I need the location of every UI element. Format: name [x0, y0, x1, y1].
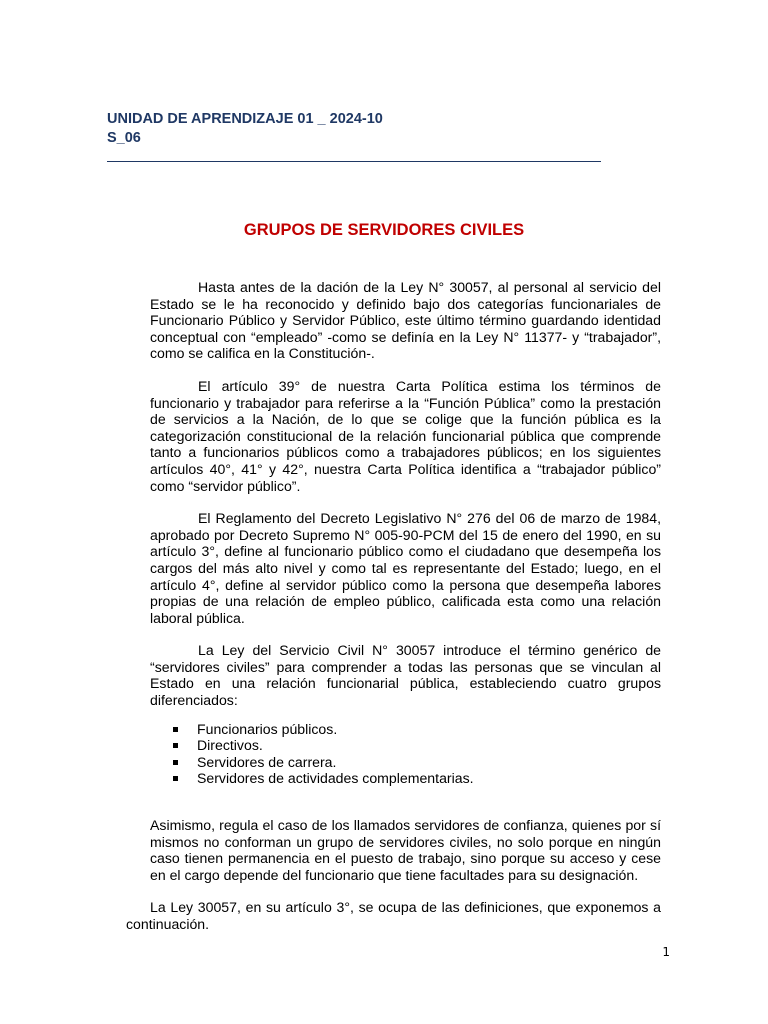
square-bullet-icon: [173, 727, 178, 732]
list-item: [150, 721, 661, 738]
list-item-text: Servidores de carrera.: [197, 753, 337, 770]
document-body: [126, 279, 661, 949]
list-item: [150, 770, 661, 787]
list-item-text: Servidores de actividades complementarias.: [197, 770, 474, 787]
paragraph-4: La Ley del Servicio Civil N° 30057 introduce el término genérico de “servidores civiles” para comprender a todas las personas que se vinculan al Estado en una relación funcionarial pública, estableciendo cuatro grupos diferenciados:: [150, 642, 661, 709]
page-number: 1: [662, 945, 670, 959]
header-divider: [107, 161, 601, 162]
header-unit-title: UNIDAD DE APRENDIZAJE 01 _ 2024-10: [107, 111, 383, 127]
document-title: GRUPOS DE SERVIDORES CIVILES: [243, 221, 525, 239]
square-bullet-icon: [173, 776, 178, 781]
paragraph-3: El Reglamento del Decreto Legislativo N° 276 del 06 de marzo de 1984, aprobado por Decreto Supremo N° 005-90-PCM del 15 de enero del 1990, en su artículo 3°, define al funcionario público como el ciudadano que desempeña los cargos del más alto nivel y como tal es representante del Estado; luego, en el artículo 4°, define al servidor público como la persona que desempeña labores propias de una relación de empleo público, calificada esta como una relación laboral pública.: [150, 510, 661, 626]
paragraph-2: El artículo 39° de nuestra Carta Política estima los términos de funcionario y trabajador para referirse a la “Función Pública” como la prestación de servicios a la Nación, de lo que se colige que la función pública es la categorización constitucional de la relación funcionarial pública que comprende tanto a funcionarios públicos como a trabajadores públicos; en los siguientes artículos 40°, 41° y 42°, nuestra Carta Política identifica a “trabajador público” como “servidor público”.: [150, 377, 661, 494]
list-item: [150, 737, 661, 754]
document-header: [107, 110, 607, 148]
list-item: [150, 754, 661, 771]
list-item-text: Funcionarios públicos.: [197, 720, 338, 737]
servant-groups-list: [150, 721, 661, 787]
square-bullet-icon: [173, 743, 178, 748]
square-bullet-icon: [173, 760, 178, 765]
header-session: S_06: [107, 130, 141, 146]
paragraph-1: Hasta antes de la dación de la Ley N° 30057, al personal al servicio del Estado se le ha reconocido y definido bajo dos categorías funcionariales de Funcionario Público y Servidor Público, este último término guardando identidad conceptual con “empleado” -como se definía en la Ley N° 11377- y “trabajador”, como se califica en la Constitución-.: [150, 279, 661, 362]
list-item-text: Directivos.: [197, 737, 263, 754]
paragraph-6: La Ley 30057, en su artículo 3°, se ocupa de las definiciones, que exponemos a continuación.: [126, 899, 661, 932]
paragraph-5: Asimismo, regula el caso de los llamados servidores de confianza, quienes por sí mismos no conforman un grupo de servidores civiles, no solo porque en ningún caso tienen permanencia en el puesto de trabajo, sino porque su acceso y cese en el cargo depende del funcionario que tiene facultades para su designación.: [150, 817, 661, 883]
